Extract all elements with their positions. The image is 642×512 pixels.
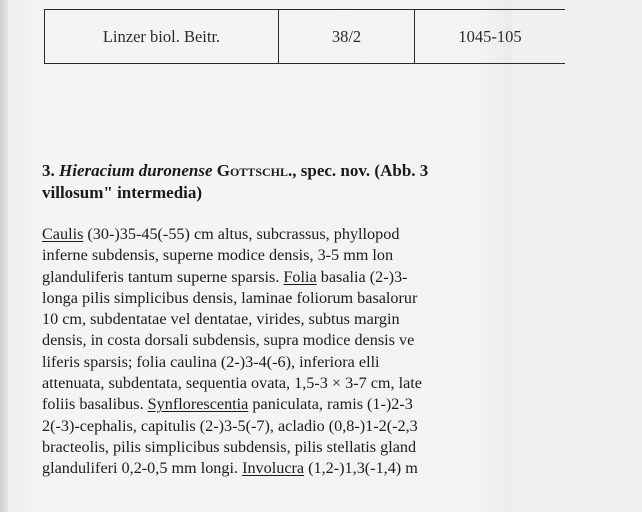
term-synflorescentia: Synflorescentia: [147, 395, 249, 414]
description-line: liferis sparsis; folia caulina (2-)3-4(-6), inferiora elli: [42, 352, 380, 371]
description-line: 10 cm, subdentatae vel dentatae, virides, subtus margin: [42, 310, 400, 329]
description-line: [42, 458, 642, 479]
journal-volume: 38/2: [279, 10, 415, 63]
species-name: Hieracium duronense: [59, 161, 213, 180]
description-line: densis, in costa dorsali subdensis, supra modice densis ve: [42, 331, 415, 350]
description-text: (30-)35-45(-55) cm altus, subcrassus, phyllopod: [83, 225, 400, 243]
description-line: [42, 224, 642, 245]
description-text: (1,2-)1,3(-1,4) m: [304, 459, 418, 478]
description-text: basalia (2-)3-: [316, 267, 408, 286]
heading-line-2: villosum" intermedia): [42, 183, 203, 202]
description-text: foliis basalibus.: [42, 395, 148, 414]
description-line: attenuata, subdentata, sequentia ovata, 1,5-3 × 3-7 cm, late: [42, 374, 422, 393]
heading-line-1: [42, 160, 602, 182]
description-line: 2(-3)-cephalis, capitulis (2-)3-5(-7), acladio (0,8-)1-2(-2,3: [42, 416, 418, 435]
term-folia: Folia: [283, 267, 317, 286]
species-author: Gottschl.: [216, 161, 293, 180]
description-text: glanduliferis tantum superne sparsis.: [42, 267, 284, 286]
description-line: inferne subdensis, superne modice densis, 3-5 mm lon: [42, 246, 394, 265]
description-line: longa pilis simplicibus densis, laminae foliorum basalorur: [42, 288, 418, 307]
running-head-table: [44, 9, 565, 64]
description-line: bracteolis, pilis simplicibus subdensis, pilis stellatis gland: [42, 437, 417, 456]
page-edge-shadow: [0, 0, 8, 512]
term-caulis: Caulis: [42, 225, 84, 243]
heading-rest: , spec. nov. (Abb. 3: [292, 161, 429, 180]
journal-name: Linzer biol. Beitr.: [45, 10, 279, 63]
species-description: [42, 224, 642, 480]
heading-number: 3.: [42, 161, 55, 180]
description-line: [42, 267, 642, 288]
description-line: [42, 394, 642, 415]
description-text: paniculata, ramis (1-)2-3: [248, 395, 413, 414]
species-heading: [42, 160, 602, 204]
term-involucra: Involucra: [242, 459, 305, 478]
page-range: 1045-105: [458, 26, 522, 46]
description-text: glanduliferi 0,2-0,5 mm longi.: [42, 459, 243, 478]
